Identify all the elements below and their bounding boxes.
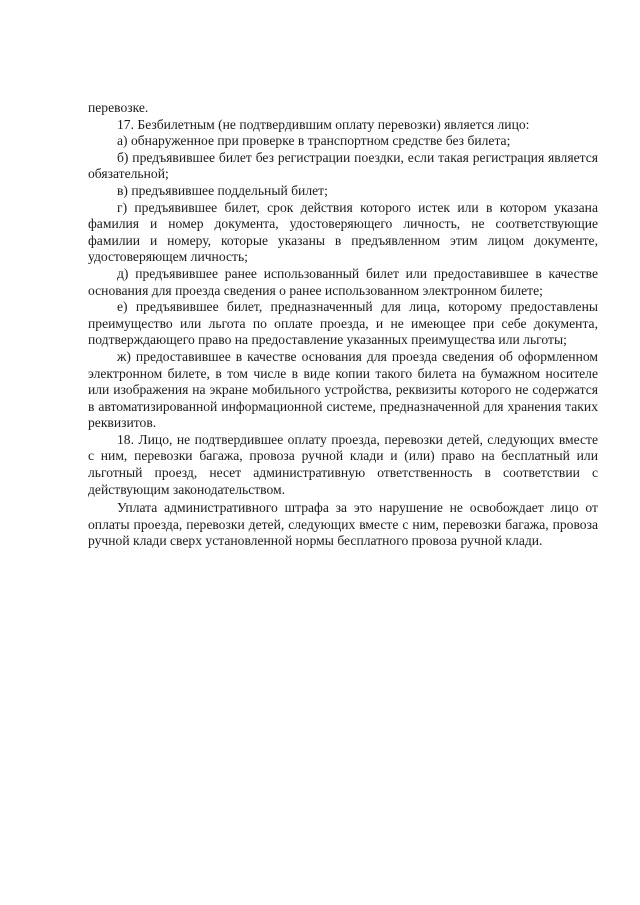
paragraph-continuation: перевозке.	[88, 100, 149, 115]
paragraph-fine-note: Уплата административного штрафа за это нарушение не освобождает лицо от оплаты проезда, перевозки детей, следующих вместе с ним, перевозки багажа, провоза ручной клади сверх установленной нормы бесплатного провоза ручной клади.	[88, 500, 598, 549]
paragraph-item-17: 17. Безбилетным (не подтвердившим оплату перевозки) является лицо:	[117, 116, 530, 132]
paragraph-subitem-v: в) предъявившее поддельный билет;	[117, 182, 328, 198]
paragraph-subitem-zh: ж) предоставившее в качестве основания для проезда сведения об оформленном электронном билете, в том числе в виде копии такого билета на бумажном носителе или изображения на экране мобильного устройства, реквизиты которого не содержатся в автоматизированной информационной системе, предназначенной для хранения таких реквизитов.	[88, 348, 598, 431]
paragraph-subitem-g: г) предъявившее билет, срок действия которого истек или в котором указана фамилия и номер документа, удостоверяющего личность, не соответствующие фамилии и номеру, которые указаны в предъявленном этим лицом документе, удостоверяющем личность;	[88, 199, 598, 265]
paragraph-subitem-e: е) предъявившее билет, предназначенный для лица, которому предоставлены преимущество или льгота по оплате проезда, и не имеющее при себе документа, подтверждающего право на предоставление указанных преимущества или льготы;	[88, 299, 598, 348]
paragraph-subitem-a: а) обнаруженное при проверке в транспортном средстве без билета;	[117, 133, 511, 149]
paragraph-subitem-b: б) предъявившее билет без регистрации поездки, если такая регистрация является обязательной;	[88, 149, 598, 182]
document-body	[88, 100, 598, 550]
paragraph-item-18: 18. Лицо, не подтвердившее оплату проезда, перевозки детей, следующих вместе с ним, перевозки багажа, провоза ручной клади и (или) право на бесплатный или льготный проезд, несет административную ответственность в соответствии с действующим законодательством.	[88, 431, 598, 497]
paragraph-subitem-d: д) предъявившее ранее использованный билет или предоставившее в качестве основания для проезда сведения о ранее использованном электронном билете;	[88, 265, 598, 298]
